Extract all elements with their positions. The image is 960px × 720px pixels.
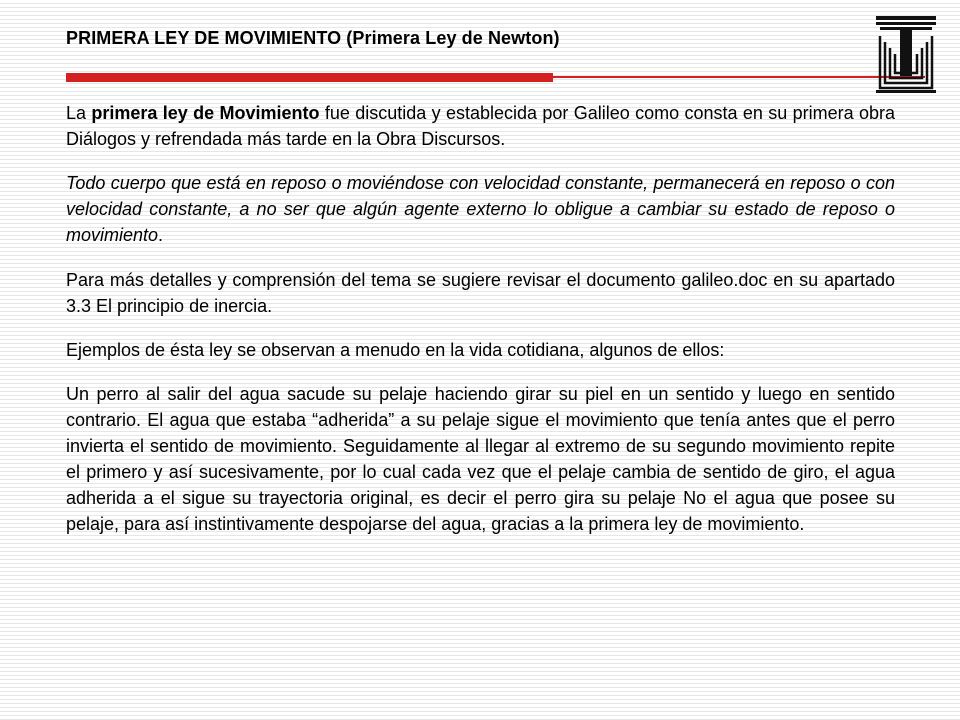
law-statement-text: Todo cuerpo que está en reposo o moviéndose con velocidad constante, permanecerá en reposo o con velocidad constante, a no ser que algún agente externo lo obligue a cambiar su estado de reposo o movimiento <box>66 173 895 245</box>
title-underline-bar <box>66 73 553 82</box>
paragraph-dog-example: Un perro al salir del agua sacude su pelaje haciendo girar su piel en un sentido y luego en sentido contrario. El agua que estaba “adherida” a su pelaje sigue el movimiento que tenía antes que el perro invierta el sentido de movimiento. Seguidamente al llegar al extremo de su segundo movimiento repite el primero y así sucesivamente, por lo cual cada vez que el pelaje cambia de sentido de giro, el agua adherida a el sigue su trayectoria original, es decir el perro gira su pelaje No el agua que posee su pelaje, para así instintivamente despojarse del agua, gracias a la primera ley de movimiento. <box>66 384 895 534</box>
page-title: PRIMERA LEY DE MOVIMIENTO (Primera Ley de Newton) <box>66 28 560 48</box>
paragraph-intro <box>66 100 895 152</box>
law-statement-period: . <box>158 225 164 245</box>
paragraph-examples-intro: Ejemplos de ésta ley se observan a menudo en la vida cotidiana, algunos de ellos: <box>66 340 725 360</box>
paragraph-reference: Para más detalles y comprensión del tema se sugiere revisar el documento galileo.doc en su apartado 3.3 El principio de inercia. <box>66 270 895 316</box>
intro-text-end: fue discutida y establecida por Galileo como consta en su primera obra Diálogos y refrendada más tarde en la Obra Discursos. <box>66 103 895 149</box>
intro-highlight: primera ley de Movimiento <box>91 103 320 123</box>
institution-logo-icon <box>874 14 938 94</box>
paragraph-law-statement <box>66 170 895 248</box>
intro-text-start: La <box>66 103 92 123</box>
slide-content <box>66 100 895 555</box>
title-underline-line <box>553 76 925 78</box>
